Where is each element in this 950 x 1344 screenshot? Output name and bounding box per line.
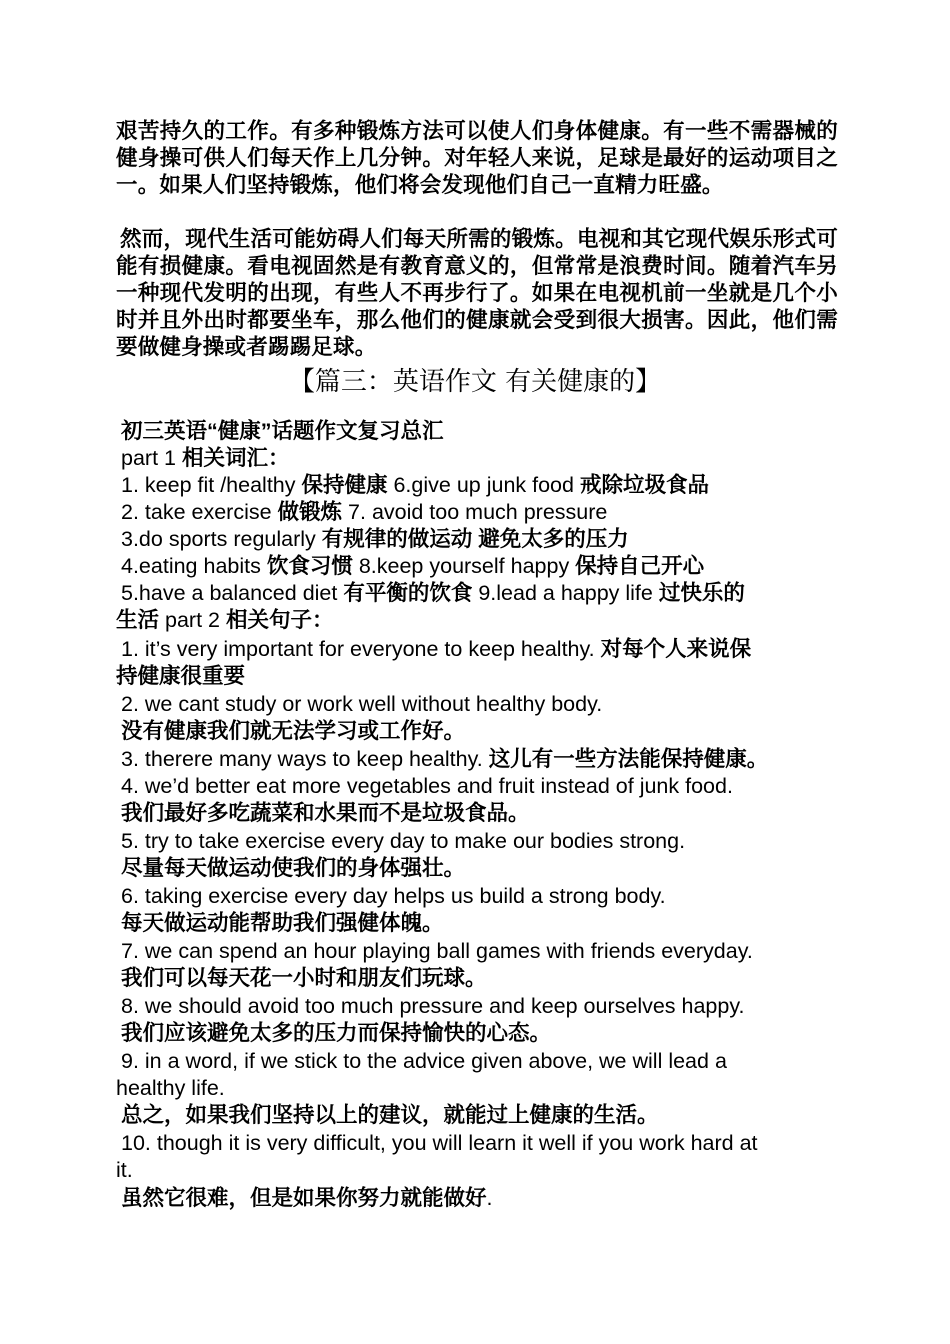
vocab-en: 8.keep yourself happy [352, 554, 576, 578]
sentence-10-en-cont: it. [116, 1158, 133, 1182]
sentence-6-zh: 每天做运动能帮助我们强健体魄。 [121, 911, 444, 935]
vocab-en: 6.give up junk food [387, 473, 580, 497]
sentence-7-zh: 我们可以每天花一小时和朋友们玩球。 [121, 966, 487, 990]
sentence-3 [121, 746, 851, 773]
sentence-8-en: 8. we should avoid too much pressure and keep ourselves happy. [121, 994, 745, 1018]
sentence-zh: 这儿有一些方法能保持健康。 [488, 747, 769, 771]
sentence-en: 3. therere many ways to keep healthy. [121, 747, 489, 771]
vocab-line-5 [121, 580, 851, 607]
part1-heading [121, 445, 851, 472]
vocab-en: 4.eating habits [121, 554, 267, 578]
vocab-en: 7. avoid too much pressure [342, 500, 608, 524]
sentence-zh: 虽然它很难，但是如果你努力就能做好 [121, 1186, 487, 1210]
sentence-en: 1. it’s very important for everyone to keep healthy. [121, 637, 601, 661]
vocab-zh: 做锻炼 [277, 500, 343, 524]
sentence-end: . [486, 1186, 493, 1210]
sentence-9-en-cont: healthy life. [116, 1076, 225, 1100]
vocab-en: 1. keep fit /healthy [121, 473, 302, 497]
sentence-7-en: 7. we can spend an hour playing ball games with friends everyday. [121, 939, 753, 963]
sentence-4-en: 4. we’d better eat more vegetables and fruit instead of junk food. [121, 774, 733, 798]
sentence-2-zh: 没有健康我们就无法学习或工作好。 [121, 719, 466, 743]
part2-title: 相关句子： [225, 608, 334, 632]
sentence-2-en: 2. we cant study or work well without healthy body. [121, 692, 603, 716]
paragraph-2: 然而，现代生活可能妨碍人们每天所需的锻炼。电视和其它现代娱乐形式可能有损健康。看电视固然是有教育意义的，但常常是浪费时间。随着汽车另一种现代发明的出现，有些人不再步行了。如果在电视机前一坐就是几个小时并且外出时都要坐车，那么他们的健康就会受到很大损害。因此，他们需要做健身操或者踢踢足球。 [116, 227, 838, 359]
document-title: 初三英语“健康”话题作文复习总汇 [121, 419, 444, 443]
sentence-6-en: 6. taking exercise every day helps us build a strong body. [121, 884, 666, 908]
part1-label: part 1 [121, 446, 182, 470]
vocab-line-2 [121, 499, 851, 526]
vocab-zh: 饮食习惯 [266, 554, 353, 578]
sentence-1-cont: 持健康很重要 [116, 664, 246, 688]
vocab-zh: 生活 [116, 608, 160, 632]
vocab-en: 5.have a balanced diet [121, 581, 344, 605]
part1-title: 相关词汇： [181, 446, 290, 470]
vocab-line-1 [121, 472, 851, 499]
part2-heading [116, 607, 846, 634]
vocab-zh: 戒除垃圾食品 [579, 473, 709, 497]
vocab-zh: 保持自己开心 [575, 554, 705, 578]
vocab-zh: 有平衡的饮食 [343, 581, 473, 605]
vocab-zh: 保持健康 [301, 473, 388, 497]
sentence-1 [121, 636, 851, 663]
vocab-line-3 [121, 526, 851, 553]
vocab-en: 9.lead a happy life [472, 581, 659, 605]
sentence-9-en: 9. in a word, if we stick to the advice given above, we will lead a [121, 1049, 727, 1073]
sentence-5-zh: 尽量每天做运动使我们的身体强壮。 [121, 856, 466, 880]
vocab-en: 3.do sports regularly [121, 527, 322, 551]
vocab-zh: 过快乐的 [658, 581, 745, 605]
vocab-en: 2. take exercise [121, 500, 278, 524]
sentence-8-zh: 我们应该避免太多的压力而保持愉快的心态。 [121, 1021, 552, 1045]
section-heading: 【篇三：英语作文 有关健康的】 [288, 367, 662, 397]
paragraph-1: 艰苦持久的工作。有多种锻炼方法可以使人们身体健康。有一些不需器械的健身操可供人们每天作上几分钟。对年轻人来说，足球是最好的运动项目之一。如果人们坚持锻炼，他们将会发现他们自己一直精力旺盛。 [116, 119, 838, 197]
vocab-zh: 有规律的做运动 避免太多的压力 [321, 527, 629, 551]
sentence-zh: 对每个人来说保 [600, 637, 752, 661]
vocab-line-4 [121, 553, 851, 580]
sentence-10 [121, 1185, 851, 1212]
sentence-5-en: 5. try to take exercise every day to make our bodies strong. [121, 829, 686, 853]
sentence-4-zh: 我们最好多吃蔬菜和水果而不是垃圾食品。 [121, 801, 530, 825]
part2-label: part 2 [159, 608, 226, 632]
sentence-10-en: 10. though it is very difficult, you will learn it well if you work hard at [121, 1131, 758, 1155]
sentence-9-zh: 总之，如果我们坚持以上的建议，就能过上健康的生活。 [121, 1103, 659, 1127]
